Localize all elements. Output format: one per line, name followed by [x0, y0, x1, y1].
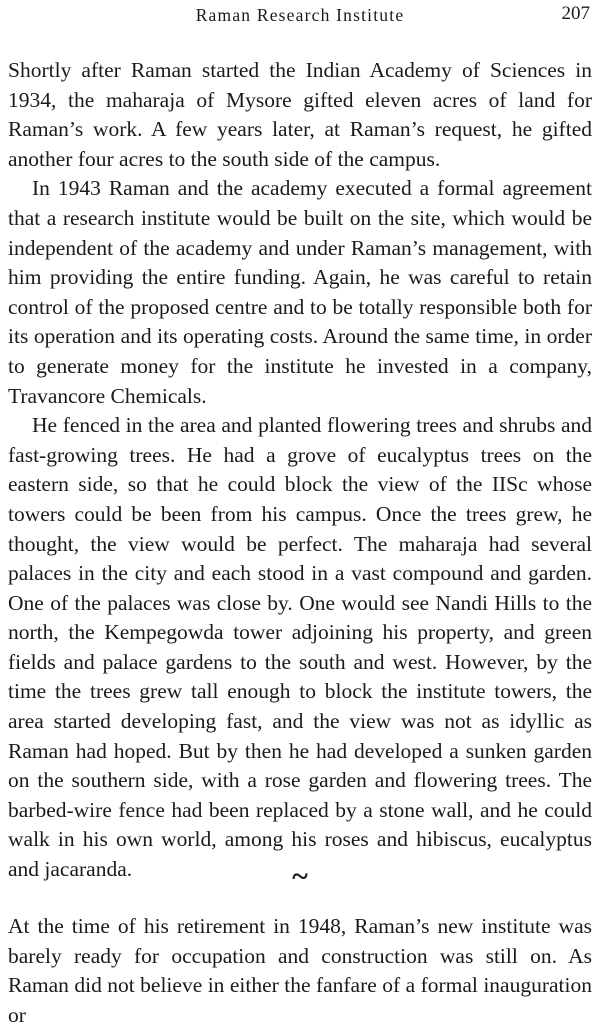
paragraph: Shortly after Raman started the Indian Academy of Sciences in 1934, the maharaja of Mysore gifted eleven acres of land for Raman’s work. A few years later, at Raman’s request, he gifted another four acres to the south side of the campus. — [8, 58, 592, 171]
page-number: 207 — [561, 3, 590, 24]
page-header — [0, 0, 600, 40]
paragraph: In 1943 Raman and the academy executed a formal agreement that a research institute would be built on the site, which would be independent of the academy and under Raman’s management, with him providing the entire funding. Again, he was careful to retain control of the proposed centre and to be totally responsible both for its operation and its operating costs. Around the same time, in order to generate money for the institute he invested in a company, Travancore Chemicals. — [8, 176, 592, 408]
body-text-continued — [8, 912, 592, 1030]
paragraph: At the time of his retirement in 1948, Raman’s new institute was barely ready for occupation and construction was still on. As Raman did not believe in either the fanfare of a formal inauguration or — [8, 914, 592, 1027]
running-head: Raman Research Institute — [195, 5, 405, 25]
body-text — [8, 56, 592, 885]
section-break-ornament: ~ — [292, 860, 308, 893]
paragraph: He fenced in the area and planted flowering trees and shrubs and fast-growing trees. He had a grove of eucalyptus trees on the eastern side, so that he could block the view of the IISc whose towers could be been from his campus. Once the trees grew, he thought, the view would be perfect. The maharaja had several palaces in the city and each stood in a vast compound and garden. One of the palaces was close by. One would see Nandi Hills to the north, the Kempegowda tower adjoining his property, and green fields and palace gardens to the south and west. However, by the time the trees grew tall enough to block the institute towers, the area started developing fast, and the view was not as idyllic as Raman had hoped. But by then he had developed a sunken garden on the southern side, with a rose garden and flowering trees. The barbed-wire fence had been replaced by a stone wall, and he could walk in his own world, among his roses and hibiscus, eucalyptus and jacaranda. — [8, 413, 592, 882]
